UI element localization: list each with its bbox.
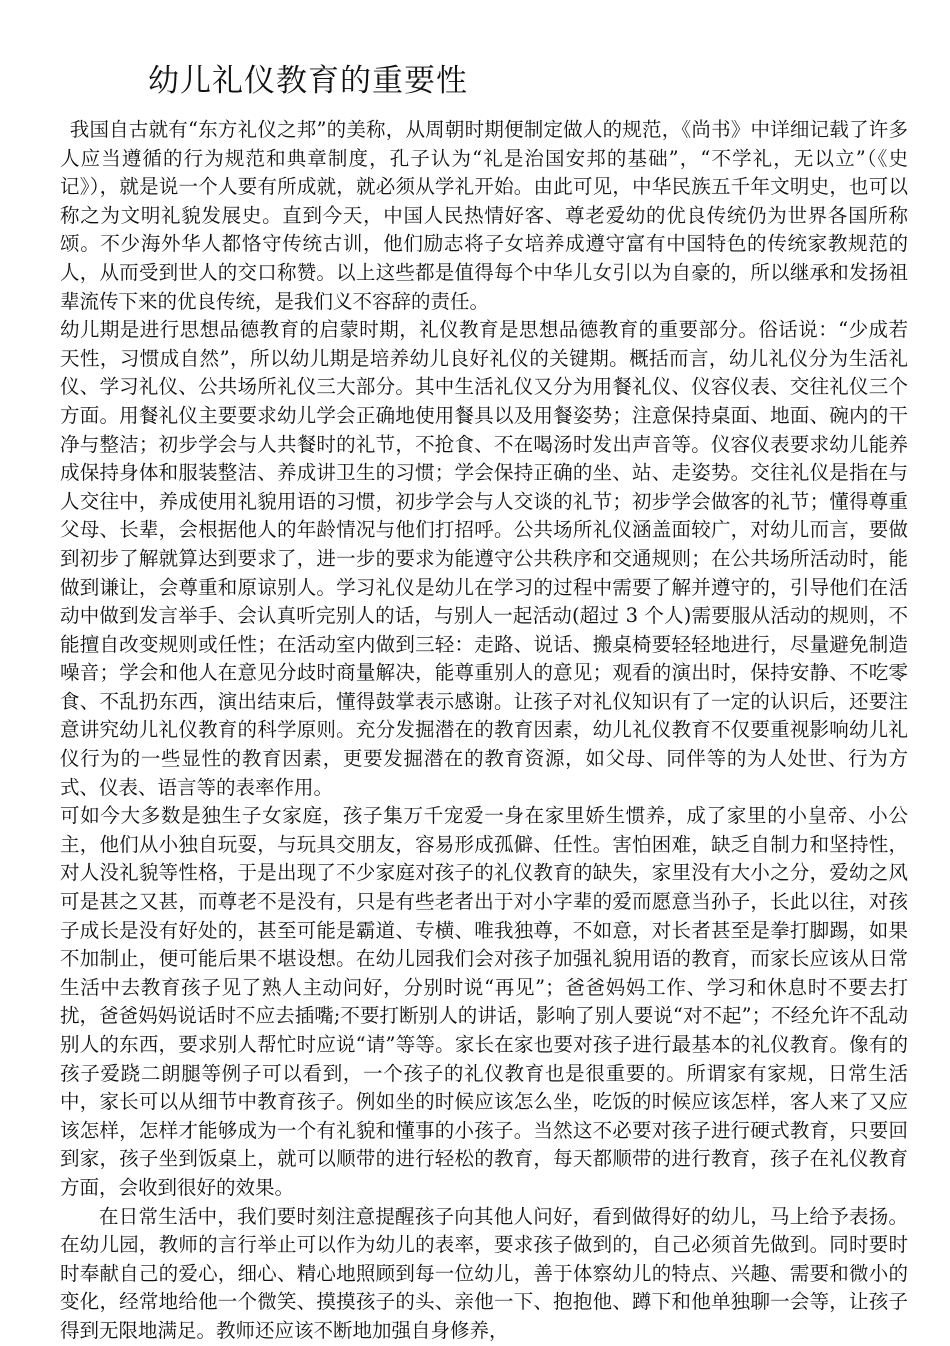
paragraph-4: 在日常生活中，我们要时刻注意提醒孩子向其他人问好，看到做得好的幼儿，马上给予表扬。在幼儿园，教师的言行举止可以作为幼儿的表率，要求孩子做到的，自己必须首先做到。同时要时时奉献自己的爱心，细心、精心地照顾到每一位幼儿，善于体察幼儿的特点、兴趣、需要和微小的变化，经常地给他一个微笑、摸摸孩子的头、亲他一下、抱抱他、蹲下和他单独聊一会等，让孩子得到无限地满足。教师还应该不断地加强自身修养，: [60, 1204, 908, 1342]
paragraph-2: 幼儿期是进行思想品德教育的启蒙时期，礼仪教育是思想品德教育的重要部分。俗话说：“少成若天性，习惯成自然”，所以幼儿期是培养幼儿良好礼仪的关键期。概括而言，幼儿礼仪分为生活礼仪、学习礼仪、公共场所礼仪三大部分。其中生活礼仪又分为用餐礼仪、仪容仪表、交往礼仪三个方面。用餐礼仪主要要求幼儿学会正确地使用餐具以及用餐姿势；注意保持桌面、地面、碗内的干净与整洁；初步学会与人共餐时的礼节，不抢食、不在喝汤时发出声音等。仪容仪表要求幼儿能养成保持身体和服装整洁、养成讲卫生的习惯；学会保持正确的坐、站、走姿势。交往礼仪是指在与人交往中，养成使用礼貌用语的习惯，初步学会与人交谈的礼节；初步学会做客的礼节；懂得尊重父母、长辈，会根据他人的年龄情况与他们打招呼。公共场所礼仪涵盖面较广，对幼儿而言，要做到初步了解就算达到要求了，进一步的要求为能遵守公共秩序和交通规则；在公共场所活动时，能做到谦让，会尊重和原谅别人。学习礼仪是幼儿在学习的过程中需要了解并遵守的，引导他们在活动中做到发言举手、会认真听完别人的话，与别人一起活动(超过 3 个人)需要服从活动的规则，不能擅自改变规则或任性；在活动室内做到三轻：走路、说话、搬桌椅要轻轻地进行，尽量避免制造噪音；学会和他人在意见分歧时商量解决，能尊重别人的意见；观看的演出时，保持安静、不吃零食、不乱扔东西，演出结束后，懂得鼓掌表示感谢。让孩子对礼仪知识有了一定的认识后，还要注意讲究幼儿礼仪教育的科学原则。充分发掘潜在的教育因素，幼儿礼仪教育不仅要重视影响幼儿礼仪行为的一些显性的教育因素，更要发掘潜在的教育资源，如父母、同伴等的为人处世、行为方式、仪表、语言等的表率作用。: [60, 318, 908, 799]
paragraph-3: 可如今大多数是独生子女家庭，孩子集万千宠爱一身在家里娇生惯养，成了家里的小皇帝、小公主，他们从小独自玩耍，与玩具交朋友，容易形成孤僻、任性。害怕困难，缺乏自制力和坚持性，对人没礼貌等性格，于是出现了不少家庭对孩子的礼仪教育的缺失，家里没有大小之分，爱幼之风可是甚之又甚，而尊老不是没有，只是有些老者出于对小字辈的爱而愿意当孙子，长此以往，对孩子成长是没有好处的，甚至可能是霸道、专横、唯我独尊，不如意，对长者甚至是拳打脚踢，如果不加制止，便可能后果不堪设想。在幼儿园我们会对孩子加强礼貌用语的教育，而家长应该从日常生活中去教育孩子见了熟人主动问好，分别时说“再见”；爸爸妈妈工作、学习和休息时不要去打扰，爸爸妈妈说话时不应去插嘴;不要打断别人的讲话，影响了别人要说“对不起”；不经允许不乱动别人的东西，要求别人帮忙时应说“请”等等。家长在家也要对孩子进行最基本的礼仪教育。像有的孩子爱跷二朗腿等例子可以看到，一个孩子的礼仪教育也是很重要的。所谓家有家规，日常生活中，家长可以从细节中教育孩子。例如坐的时候应该怎么坐，吃饭的时候应该怎样，客人来了又应该怎样，怎样才能够成为一个有礼貌和懂事的小孩子。当然这不必要对孩子进行硬式教育，只要回到家，孩子坐到饭桌上，就可以顺带的进行轻松的教育，每天都顺带的进行教育，孩子在礼仪教育方面，会收到很好的效果。: [60, 804, 908, 1199]
document-title: 幼儿礼仪教育的重要性: [148, 63, 468, 99]
document-page: [60, 60, 908, 1346]
paragraph-1: 我国自古就有“东方礼仪之邦”的美称，从周朝时期便制定做人的规范，《尚书》中详细记载了许多人应当遵循的行为规范和典章制度，孔子认为“礼是治国安邦的基础”，“不学礼，无以立”（《史记》），就是说一个人要有所成就，就必须从学礼开始。由此可见，中华民族五千年文明史，也可以称之为文明礼貌发展史。直到今天，中国人民热情好客、尊老爱幼的优良传统仍为世界各国所称颂。不少海外华人都恪守传统古训，他们励志将子女培养成遵守富有中国特色的传统家教规范的人，从而受到世人的交口称赞。以上这些都是值得每个中华儿女引以为自豪的，所以继承和发扬祖辈流传下来的优良传统，是我们义不容辞的责任。: [60, 118, 908, 313]
